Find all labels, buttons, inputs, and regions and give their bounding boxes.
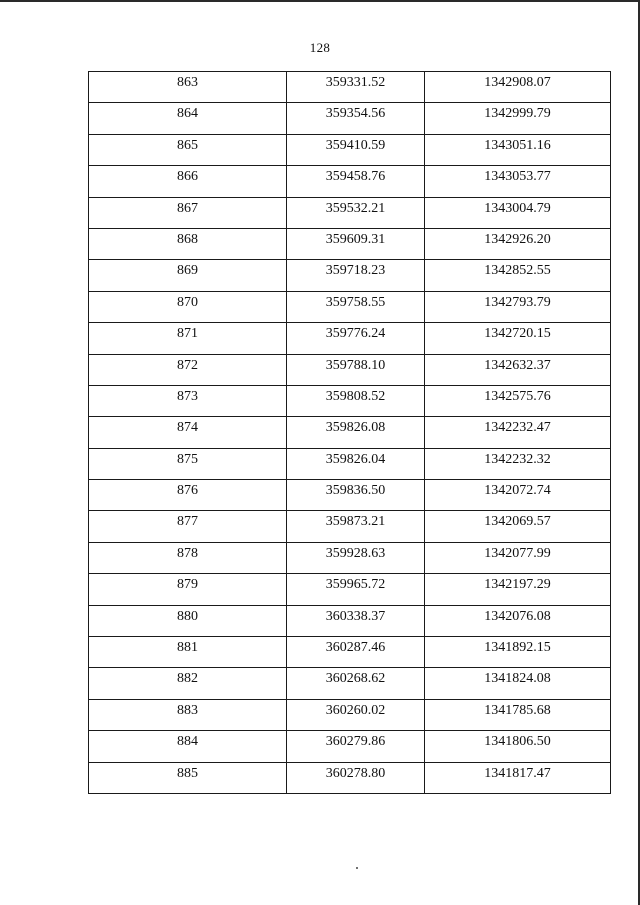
point-number-cell [89,637,287,668]
x-coordinate-cell [287,480,425,511]
point-number-cell [89,385,287,416]
cell-value: 1342999.79 [484,106,551,122]
point-number-cell [89,354,287,385]
cell-value: 1342077.99 [484,545,551,561]
cell-value: 1341785.68 [484,702,551,718]
point-number-cell [89,166,287,197]
cell-value: 863 [177,75,198,90]
cell-value: 883 [177,702,198,718]
cell-value: 877 [177,514,198,530]
table-row [89,699,611,730]
table-row [89,354,611,385]
cell-value: 885 [177,765,198,781]
x-coordinate-cell [287,134,425,165]
table-row [89,72,611,103]
cell-value: 360287.46 [325,640,386,656]
x-coordinate-cell [287,448,425,479]
page-number: 128 [309,40,331,55]
y-coordinate-cell [425,417,611,448]
cell-value: 1342072.74 [484,483,551,499]
cell-value: 872 [177,357,198,373]
point-number-cell [89,762,287,793]
table-row [89,103,611,134]
scan-speck [356,867,358,869]
table-row [89,574,611,605]
table-row [89,417,611,448]
cell-value: 882 [177,671,198,687]
cell-value: 359331.52 [325,75,386,90]
x-coordinate-cell [287,574,425,605]
x-coordinate-cell [287,291,425,322]
y-coordinate-cell [425,72,611,103]
x-coordinate-cell [287,511,425,542]
point-number-cell [89,260,287,291]
y-coordinate-cell [425,511,611,542]
cell-value: 1341824.08 [484,671,551,687]
x-coordinate-cell [287,699,425,730]
x-coordinate-cell [287,354,425,385]
cell-value: 1342076.08 [484,608,551,624]
cell-value: 1342575.76 [484,388,551,404]
table-row [89,166,611,197]
cell-value: 864 [177,106,198,122]
y-coordinate-cell [425,103,611,134]
x-coordinate-cell [287,731,425,762]
cell-value: 1342908.07 [484,75,551,90]
table-row [89,448,611,479]
cell-value: 359410.59 [325,137,386,153]
y-coordinate-cell [425,699,611,730]
x-coordinate-cell [287,228,425,259]
y-coordinate-cell [425,542,611,573]
table-row [89,637,611,668]
cell-value: 1341806.50 [484,734,551,750]
cell-value: 359826.08 [325,420,386,436]
cell-value: 359928.63 [325,545,386,561]
cell-value: 360268.62 [325,671,386,687]
point-number-cell [89,417,287,448]
cell-value: 865 [177,137,198,153]
cell-value: 360278.80 [325,765,386,781]
table-row [89,762,611,793]
y-coordinate-cell [425,197,611,228]
x-coordinate-cell [287,166,425,197]
cell-value: 359776.24 [325,326,386,342]
page-border-top [0,0,640,2]
table-row [89,385,611,416]
point-number-cell [89,291,287,322]
cell-value: 867 [177,200,198,216]
coordinate-table [88,71,611,794]
y-coordinate-cell [425,668,611,699]
cell-value: 359758.55 [325,294,386,310]
cell-value: 874 [177,420,198,436]
cell-value: 870 [177,294,198,310]
x-coordinate-cell [287,197,425,228]
cell-value: 359458.76 [325,169,386,185]
cell-value: 1342632.37 [484,357,551,373]
cell-value: 876 [177,483,198,499]
point-number-cell [89,448,287,479]
point-number-cell [89,731,287,762]
cell-value: 359532.21 [325,200,386,216]
point-number-cell [89,103,287,134]
point-number-cell [89,228,287,259]
cell-value: 360279.86 [325,734,386,750]
x-coordinate-cell [287,323,425,354]
y-coordinate-cell [425,228,611,259]
x-coordinate-cell [287,72,425,103]
cell-value: 359873.21 [325,514,386,530]
cell-value: 360338.37 [325,608,386,624]
table-row [89,511,611,542]
table-row [89,605,611,636]
point-number-cell [89,197,287,228]
cell-value: 1342926.20 [484,231,551,247]
cell-value: 359609.31 [325,231,386,247]
table-row [89,323,611,354]
table-row [89,480,611,511]
y-coordinate-cell [425,448,611,479]
y-coordinate-cell [425,637,611,668]
cell-value: 879 [177,577,198,593]
cell-value: 868 [177,231,198,247]
table-row [89,260,611,291]
point-number-cell [89,134,287,165]
table-row [89,668,611,699]
cell-value: 873 [177,388,198,404]
y-coordinate-cell [425,354,611,385]
point-number-cell [89,668,287,699]
cell-value: 359826.04 [325,451,386,467]
x-coordinate-cell [287,103,425,134]
cell-value: 1343051.16 [484,137,551,153]
cell-value: 359718.23 [325,263,386,279]
point-number-cell [89,574,287,605]
y-coordinate-cell [425,134,611,165]
cell-value: 881 [177,640,198,656]
table-row [89,228,611,259]
table-row [89,134,611,165]
y-coordinate-cell [425,260,611,291]
point-number-cell [89,542,287,573]
cell-value: 1342793.79 [484,294,551,310]
table-row [89,542,611,573]
x-coordinate-cell [287,762,425,793]
x-coordinate-cell [287,260,425,291]
x-coordinate-cell [287,385,425,416]
y-coordinate-cell [425,166,611,197]
y-coordinate-cell [425,323,611,354]
cell-value: 359788.10 [325,357,386,373]
cell-value: 884 [177,734,198,750]
cell-value: 866 [177,169,198,185]
point-number-cell [89,72,287,103]
point-number-cell [89,323,287,354]
cell-value: 360260.02 [325,702,386,718]
table-row [89,731,611,762]
cell-value: 1343004.79 [484,200,551,216]
cell-value: 871 [177,326,198,342]
y-coordinate-cell [425,291,611,322]
x-coordinate-cell [287,637,425,668]
x-coordinate-cell [287,542,425,573]
y-coordinate-cell [425,605,611,636]
cell-value: 1342852.55 [484,263,551,279]
table-row [89,291,611,322]
cell-value: 1341817.47 [484,765,551,781]
y-coordinate-cell [425,574,611,605]
cell-value: 1341892.15 [484,640,551,656]
cell-value: 1342232.47 [484,420,551,436]
cell-value: 875 [177,451,198,467]
cell-value: 878 [177,545,198,561]
cell-value: 359836.50 [325,483,386,499]
cell-value: 1343053.77 [484,169,551,185]
cell-value: 880 [177,608,198,624]
x-coordinate-cell [287,668,425,699]
point-number-cell [89,699,287,730]
y-coordinate-cell [425,480,611,511]
y-coordinate-cell [425,762,611,793]
point-number-cell [89,480,287,511]
cell-value: 359808.52 [325,388,386,404]
cell-value: 1342232.32 [484,451,551,467]
cell-value: 359354.56 [325,106,386,122]
cell-value: 1342197.29 [484,577,551,593]
x-coordinate-cell [287,605,425,636]
cell-value: 869 [177,263,198,279]
point-number-cell [89,511,287,542]
y-coordinate-cell [425,731,611,762]
table-row [89,197,611,228]
y-coordinate-cell [425,385,611,416]
point-number-cell [89,605,287,636]
x-coordinate-cell [287,417,425,448]
cell-value: 1342069.57 [484,514,551,530]
coordinate-table-body [89,72,611,794]
cell-value: 359965.72 [325,577,386,593]
cell-value: 1342720.15 [484,326,551,342]
